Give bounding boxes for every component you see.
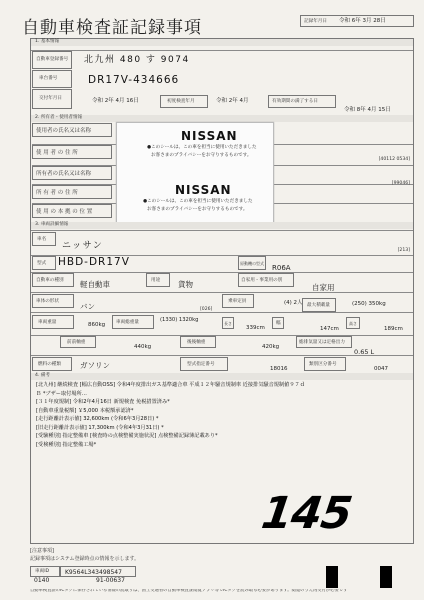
category-box <box>304 357 346 371</box>
category-value: 0047 <box>374 366 388 372</box>
record-date-box <box>300 15 414 27</box>
engine-box <box>238 256 266 270</box>
make-label: 車名 <box>37 236 47 242</box>
remarks-text: [北九州] 継続検査 [幅広自動OSS] 令和4年度排出ガス基準適合車 平成１２年騒音規制車 近接排気騒音規制値９７ｄ Ｂ *ブザー取付場所… [３１年度規制] 令和2年4月16日 新規検査 免税措置済み* [自動車重量税額] ￥5,000 本税額承認済* [走行距離計表示値] 32,600km (令和6年3月28日) * [旧走行距離計表示値] 17,300km (令和4年3月31日) * [受験種別] 指定整備車 [検査時の点検整備実施状況] 点検整備記録簿記載あり* [受検種別] 指定整備工場* <box>36 382 305 448</box>
make-box <box>32 232 56 246</box>
reg-no-value: 北九州 480 す 9074 <box>84 55 190 65</box>
make-value: ニッサン <box>62 241 104 251</box>
engine-label: 原動機の型式 <box>240 260 264 266</box>
main-frame <box>30 38 414 544</box>
owner-code: [99046] <box>391 181 410 186</box>
kind-value: 軽自動車 <box>80 280 110 289</box>
kind-label: 自動車の種別 <box>36 277 64 283</box>
weight-label: 車両重量 <box>38 319 57 325</box>
use-box <box>146 273 170 287</box>
owner-name-box <box>32 166 112 180</box>
front-axle-box <box>60 336 96 348</box>
body-code: [026] <box>200 307 213 312</box>
nissan-logo-2: NISSAN <box>175 183 232 197</box>
type-approval-value: 18016 <box>270 366 288 372</box>
use-value: 貨物 <box>178 280 193 289</box>
base-box <box>32 204 112 218</box>
privacy-sticker <box>116 122 274 224</box>
business-label: 自家用・事業用の別 <box>241 277 283 283</box>
make-code: [213] <box>397 248 410 253</box>
divider <box>31 50 413 51</box>
footer-code-mid: 91-00637 <box>96 577 125 584</box>
gross-label: 車両総重量 <box>116 319 139 325</box>
sticker-line-2: お客さまのプライバシーをお守りするものです。 <box>151 153 252 158</box>
first-reg-box <box>160 95 208 108</box>
sticker-line-3: ●このシールは、この車を担当に使用いただきました <box>143 199 253 204</box>
issue-box <box>32 89 72 109</box>
section-owner-label: 2. 所有者・使用者情報 <box>35 115 83 121</box>
vehicle-id-box <box>30 566 60 577</box>
record-date-label: 記録年月日 <box>304 18 327 24</box>
footer-bottom-note: 自動車検査証のICタグに保存されている情報の読取りは、国土交通省の自動車検査証閲覧アプリ等でICタグを読み取る必要があります。閲覧のうえ再交付が必要です <box>30 589 348 593</box>
issue-label: 交付年月日 <box>39 96 62 101</box>
vehicle-id-value-box <box>60 566 136 577</box>
use-label: 用途 <box>151 277 161 283</box>
weight-box <box>32 315 74 329</box>
chassis-value: DR17V-434666 <box>88 74 180 86</box>
footer-code-left: 0140 <box>34 577 50 584</box>
expiry-value: 令和 8年 4月 15日 <box>344 107 391 113</box>
fuel-box <box>32 357 72 371</box>
sticker-line-4: お客さまのプライバシーをお守りするものです。 <box>147 207 248 212</box>
notice-label: [注意事項] <box>30 548 54 554</box>
height-value: 189cm <box>384 326 403 332</box>
user-name-box <box>32 123 112 137</box>
business-box <box>238 273 294 287</box>
first-reg-label: 初度検査年月 <box>167 99 195 104</box>
length-box <box>222 317 234 329</box>
vehicle-id-value: K9564L343498547 <box>65 568 122 576</box>
width-box <box>272 317 284 329</box>
divider <box>31 355 413 356</box>
max-load-label: 最大積載量 <box>307 302 330 308</box>
fuel-label: 燃料の種類 <box>38 361 61 367</box>
type-approval-label: 型式指定番号 <box>187 361 215 367</box>
max-load-box <box>302 298 336 312</box>
capacity-box <box>222 294 254 308</box>
first-reg-value: 令和 2年 4月 <box>216 98 249 104</box>
weight-value: 860kg <box>88 322 106 328</box>
length-value: 339cm <box>246 325 265 331</box>
base-label: 使 用 の 本 拠 の 位 置 <box>36 208 93 215</box>
chassis-label: 車台番号 <box>39 76 58 81</box>
divider <box>31 312 413 313</box>
user-addr-box <box>32 145 112 159</box>
model-box <box>32 256 56 270</box>
divider <box>31 230 413 231</box>
user-addr-label: 使 用 者 の 住 所 <box>36 149 78 156</box>
rear-axle-label: 後後軸重 <box>187 339 206 345</box>
owner-addr-label: 所 有 者 の 住 所 <box>36 189 78 196</box>
body-label: 車体の形状 <box>36 298 59 304</box>
nissan-logo: NISSAN <box>181 129 238 143</box>
front-axle-label: 前前軸重 <box>67 339 86 345</box>
vehicle-id-label: 車両ID <box>35 569 50 574</box>
body-box <box>32 294 74 308</box>
body-value: バン <box>80 302 95 311</box>
black-mark-1 <box>326 566 338 588</box>
owner-name-label: 所有者の氏名又は名称 <box>36 170 92 177</box>
max-load-value: (250) 350kg <box>352 301 386 307</box>
expiry-label: 有効期間の満了する日 <box>272 99 318 104</box>
engine-value: R06A <box>272 264 291 272</box>
owner-addr-box <box>32 185 112 199</box>
sticker-line-1: ●このシールは、この車を担当に使用いただきました <box>147 145 257 150</box>
type-approval-box <box>180 357 228 371</box>
gross-box <box>112 315 154 329</box>
notice-text: 記録事項はシステム登録時点の情報を示します。 <box>30 556 140 562</box>
section-owner-header <box>31 115 413 122</box>
divider <box>31 272 413 273</box>
rear-axle-box <box>180 336 216 348</box>
black-mark-2 <box>380 566 392 588</box>
section-vehicle-header <box>31 222 413 229</box>
section-remarks-header <box>31 373 413 380</box>
user-code: [40112 0534] <box>378 157 410 162</box>
width-value: 147cm <box>320 326 339 332</box>
document-title: 自動車検査証記録事項 <box>22 18 202 38</box>
capacity-value: (4) 2人 <box>284 300 303 306</box>
kind-box <box>32 273 74 287</box>
front-axle-value: 440kg <box>134 344 152 350</box>
issue-value: 令和 2年 4月 16日 <box>92 98 139 104</box>
reg-no-label: 自動車登録番号 <box>36 57 69 62</box>
length-label: 長さ <box>224 320 232 326</box>
handwritten-number: 145 <box>258 488 355 539</box>
gross-value: (1330) 1320kg <box>160 317 199 323</box>
rear-axle-value: 420kg <box>262 344 280 350</box>
width-label: 幅 <box>276 320 281 326</box>
category-label: 類別区分番号 <box>309 361 337 367</box>
section-basic-label: 1. 基本情報 <box>35 39 60 45</box>
record-date: 令和 6年 3月 28日 <box>339 18 386 24</box>
divider <box>31 292 413 293</box>
fuel-value: ガソリン <box>80 361 110 370</box>
capacity-label: 乗車定員 <box>228 298 247 304</box>
height-box <box>346 317 360 329</box>
business-value: 自家用 <box>312 283 335 292</box>
displacement-box <box>296 336 352 348</box>
reg-no-box <box>32 51 72 69</box>
height-label: 高さ <box>349 320 357 326</box>
model-value: HBD-DR17V <box>58 256 130 268</box>
chassis-box <box>32 70 72 88</box>
model-label: 型式 <box>37 260 47 266</box>
user-name-label: 使用者の氏名又は名称 <box>36 127 92 134</box>
displacement-value: 0.65 L <box>354 348 375 356</box>
displacement-label: 総排気量又は定格出力 <box>299 339 345 345</box>
expiry-box <box>268 95 336 108</box>
section-basic-header <box>31 39 413 46</box>
section-vehicle-label: 3. 車両詳細情報 <box>35 222 69 228</box>
section-remarks-label: 4. 備考 <box>35 373 51 379</box>
